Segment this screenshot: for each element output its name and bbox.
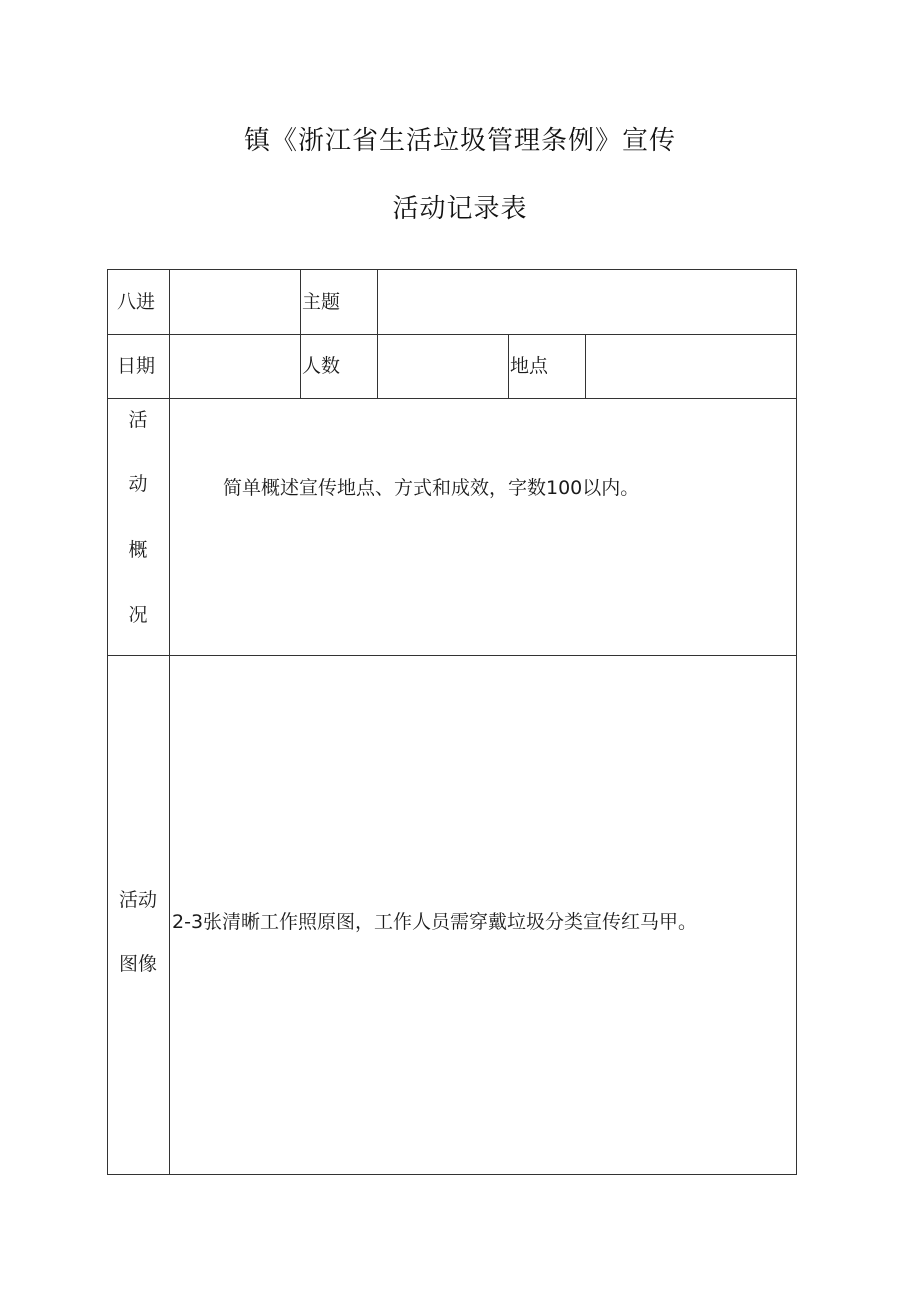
- row-divider-1: [107, 334, 797, 335]
- summary-label-char-1: 活: [128, 409, 148, 431]
- location-label: 地点: [510, 355, 549, 377]
- summary-hint-text[interactable]: 简单概述宣传地点、方式和成效，字数100以内。: [223, 477, 640, 499]
- column-divider-4: [508, 334, 509, 398]
- theme-value-field[interactable]: [384, 293, 789, 313]
- summary-label-char-4: 况: [128, 604, 148, 626]
- column-divider-3: [377, 269, 378, 398]
- column-divider-label: [169, 269, 170, 1175]
- record-table: [107, 269, 797, 1175]
- images-label-line-1: 活动: [118, 889, 157, 911]
- location-value-field[interactable]: [592, 357, 789, 377]
- summary-label-char-3: 概: [128, 539, 148, 561]
- row1-value-field[interactable]: [176, 293, 294, 313]
- date-label: 日期: [117, 355, 156, 377]
- form-title-line-2: 活动记录表: [392, 194, 528, 224]
- column-divider-2: [300, 269, 301, 398]
- row-divider-3: [107, 655, 797, 656]
- date-value-field[interactable]: [176, 357, 294, 377]
- images-hint-text[interactable]: 2-3张清晰工作照原图，工作人员需穿戴垃圾分类宣传红马甲。: [172, 911, 698, 933]
- row1-label: 八进: [117, 291, 156, 313]
- column-divider-5: [585, 334, 586, 398]
- theme-label: 主题: [302, 291, 341, 313]
- images-label-line-2: 图像: [118, 953, 157, 975]
- summary-label-char-2: 动: [128, 473, 148, 495]
- attendees-value-field[interactable]: [384, 357, 502, 377]
- form-title-line-1: 镇《浙江省生活垃圾管理条例》宣传: [243, 126, 676, 156]
- attendees-label: 人数: [302, 355, 341, 377]
- row-divider-2: [107, 398, 797, 399]
